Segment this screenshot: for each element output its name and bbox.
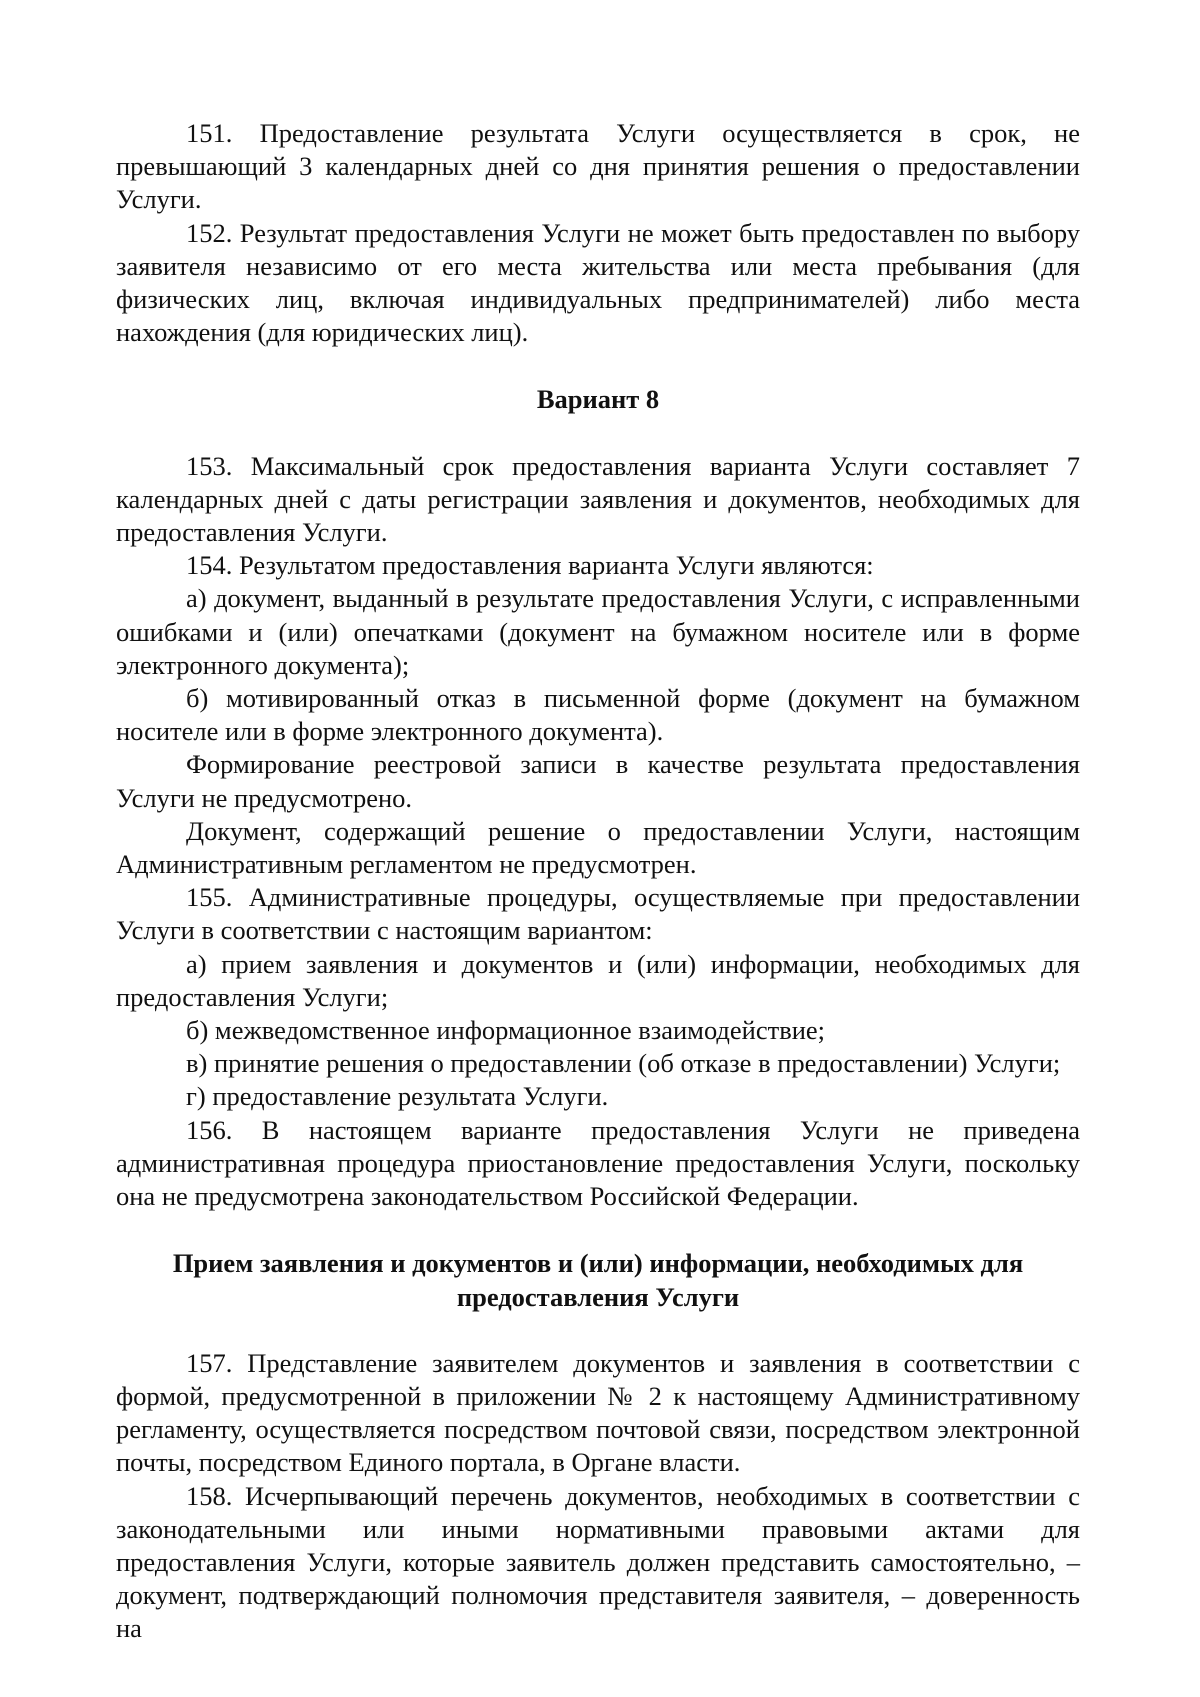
paragraph-154-b: б) мотивированный отказ в письменной форме (документ на бумажном носителе или в форме электронного документа).: [116, 683, 1080, 747]
paragraph-154-a: а) документ, выданный в результате предоставления Услуги, с исправленными ошибками и (или) опечатками (документ на бумажном носителе или в форме электронного документа);: [116, 583, 1080, 680]
reception-section: [116, 1347, 1080, 1646]
heading-variant-8: Вариант 8: [536, 384, 660, 415]
paragraph-157: 157. Представление заявителем документов и заявления в соответствии с формой, предусмотренной в приложении № 2 к настоящему Административному регламенту, осуществляется посредством почтовой связи, посредством электронной почты, посредством Единого портала, в Органе власти.: [116, 1347, 1080, 1478]
paragraph-158: 158. Исчерпывающий перечень документов, необходимых в соответствии с законодательными или иными нормативными правовыми актами для предоставления Услуги, которые заявитель должен представить самостоятельно, – документ, подтверждающий полномочия представителя заявителя, – доверенность на: [116, 1480, 1080, 1644]
paragraph-154: 154. Результатом предоставления варианта Услуги являются:: [186, 550, 874, 581]
paragraph-decision-document: Документ, содержащий решение о предоставлении Услуги, настоящим Административным регламентом не предусмотрен.: [116, 815, 1080, 880]
paragraph-155-a: а) прием заявления и документов и (или) информации, необходимых для предоставления Услуги;: [116, 948, 1080, 1012]
paragraph-153: 153. Максимальный срок предоставления варианта Услуги составляет 7 календарных дней с даты регистрации заявления и документов, необходимых для предоставления Услуги.: [116, 450, 1080, 548]
paragraph-155-g: г) предоставление результата Услуги.: [186, 1081, 609, 1112]
variant-8-section: [116, 450, 1080, 1214]
heading-reception: [116, 1247, 1080, 1313]
paragraph-151: 151. Предоставление результата Услуги осуществляется в срок, не превышающий 3 календарных дней со дня принятия решения о предоставлении Услуги.: [116, 118, 1080, 215]
paragraph-registry-record: Формирование реестровой записи в качестве результата предоставления Услуги не предусмотрено.: [116, 749, 1080, 813]
paragraph-155-v: в) принятие решения о предоставлении (об отказе в предоставлении) Услуги;: [186, 1048, 1061, 1079]
heading-reception-line-2: предоставления Услуги: [456, 1281, 740, 1312]
document-page: [116, 117, 1080, 1646]
paragraph-155-b: б) межведомственное информационное взаимодействие;: [186, 1015, 826, 1046]
paragraph-152: 152. Результат предоставления Услуги не может быть предоставлен по выбору заявителя независимо от его места жительства или места пребывания (для физических лиц, включая индивидуальных предпринимателей) либо места нахождения (для юридических лиц).: [116, 217, 1080, 348]
paragraph-156: 156. В настоящем варианте предоставления Услуги не приведена административная процедура приостановление предоставления Услуги, поскольку она не предусмотрена законодательством Российской Федерации.: [116, 1114, 1080, 1212]
paragraph-155: 155. Административные процедуры, осуществляемые при предоставлении Услуги в соответствии с настоящим вариантом:: [116, 882, 1080, 946]
heading-reception-line-1: Прием заявления и документов и (или) информации, необходимых для: [172, 1248, 1024, 1279]
